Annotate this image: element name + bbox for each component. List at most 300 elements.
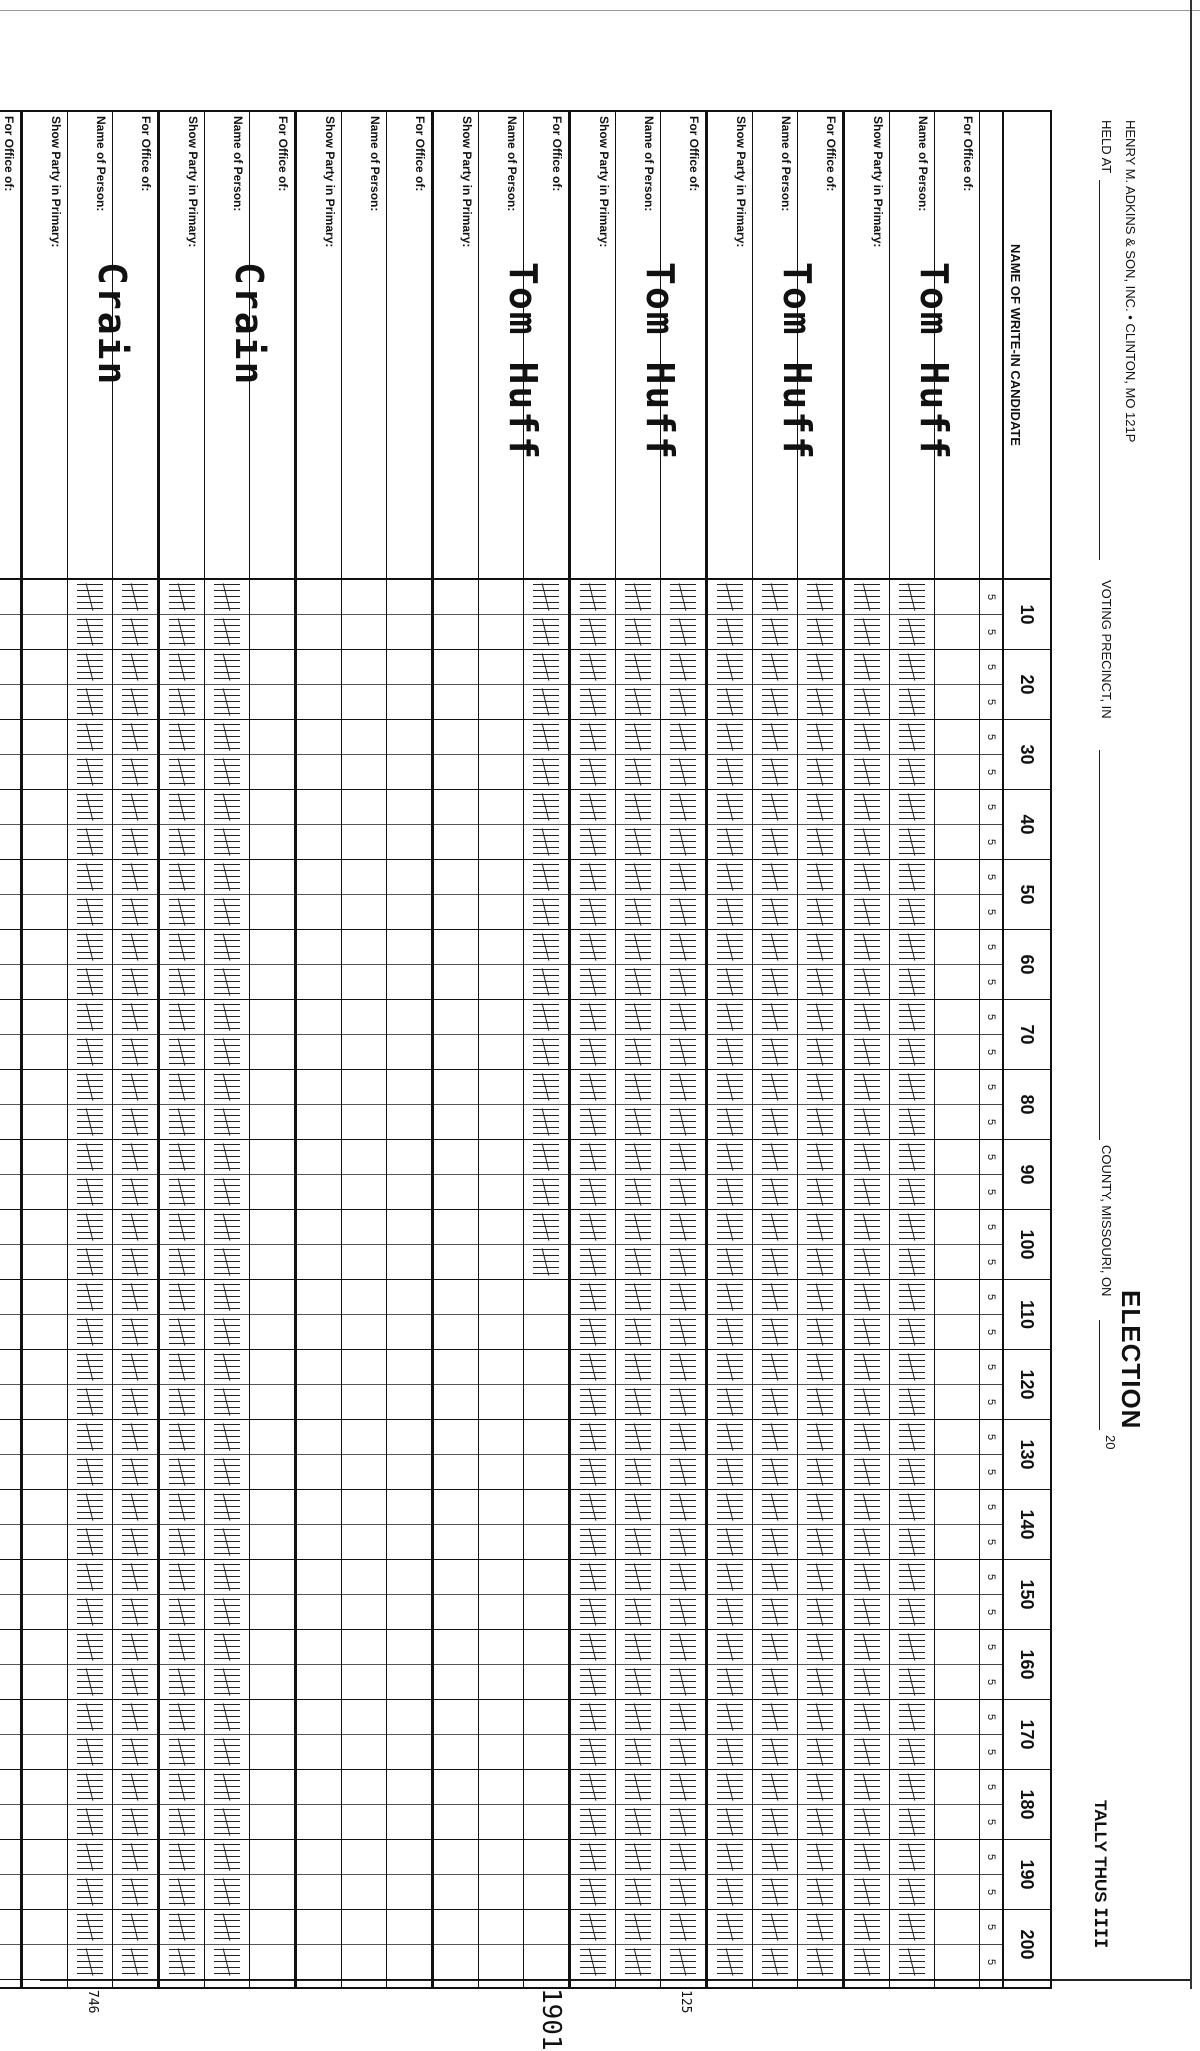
row-label: Show Party in Primary: [460,116,474,248]
tally-mark-cell [845,1140,889,1210]
write-in-name-subheader [980,112,1002,580]
column-header-60: 60 [1004,930,1050,1000]
empty-tally-cell [434,1350,478,1420]
tally-mark-cell [205,1350,249,1420]
empty-tally-cell [342,580,386,650]
empty-tally-cell [297,1490,341,1560]
empty-tally-cell [479,1770,523,1840]
tally-mark-cell [113,860,157,930]
tally-mark-cell [616,1700,660,1770]
tally-mark-cell [68,1280,112,1350]
tally-mark-cell [708,1000,752,1070]
empty-tally-cell [434,1210,478,1280]
empty-tally-cell [479,860,523,930]
empty-tally-cell [387,1280,431,1350]
row-label-cell [68,112,134,580]
empty-tally-cell [250,1700,294,1770]
empty-tally-cell [479,580,523,650]
empty-tally-cell [250,1630,294,1700]
row-total-cell [524,1980,568,2051]
five-count-label: 5 [980,580,1002,615]
tally-mark-cell [68,860,112,930]
tally-mark-cell [753,1210,797,1280]
tally-mark-cell [68,1140,112,1210]
empty-tally-cell [250,1910,294,1980]
tally-mark-cell [753,1140,797,1210]
tally-mark-cell [890,1420,934,1490]
tally-mark-cell [205,1910,249,1980]
tally-row [112,112,159,1987]
total-column-header [980,1980,1002,1987]
tally-mark-cell [68,720,112,790]
column-header-80: 80 [1004,1070,1050,1140]
tally-row [844,112,889,1987]
column-header-190: 190 [1004,1840,1050,1910]
empty-tally-cell [297,1840,341,1910]
tally-mark-cell [113,930,157,1000]
tally-mark-cell [616,1910,660,1980]
row-total-cell [342,1980,386,1987]
empty-tally-cell [387,790,431,860]
tally-mark-cell [708,1630,752,1700]
tally-mark-cell [845,1770,889,1840]
row-label-cell [205,112,271,580]
row-total-cell [479,1980,523,1987]
five-count-label: 5 [985,908,997,916]
tally-mark-cell [571,1000,615,1070]
empty-tally-cell [434,580,478,650]
empty-tally-cell [342,790,386,860]
empty-tally-cell [935,650,979,720]
column-subheader-60 [980,930,1002,1000]
empty-tally-cell [434,860,478,930]
column-header-20: 20 [1004,650,1050,720]
empty-tally-cell [479,1910,523,1980]
tally-mark-cell [160,580,204,650]
tally-mark-cell [753,1490,797,1560]
tally-mark-cell [890,1070,934,1140]
empty-tally-cell [0,860,20,930]
tally-row [204,112,271,1987]
empty-tally-cell [479,1420,523,1490]
tally-mark-cell [68,1910,112,1980]
empty-tally-cell [0,930,20,1000]
empty-tally-cell [479,790,523,860]
row-label-cell [342,112,386,580]
row-label: For Office of: [2,116,16,192]
county-label: COUNTY, MISSOURI, ON [1099,1145,1114,1297]
tally-mark-cell [798,930,842,1000]
column-header-70: 70 [1004,1000,1050,1070]
column-subheader-20 [980,650,1002,720]
tally-mark-cell [890,860,934,930]
tally-mark-cell [753,860,797,930]
empty-tally-cell [342,1840,386,1910]
tally-mark-cell [661,1210,705,1280]
empty-tally-cell [297,1630,341,1700]
row-label: For Office of: [276,116,290,192]
empty-tally-cell [23,930,67,1000]
tally-mark-cell [205,1420,249,1490]
empty-tally-cell [479,1210,523,1280]
row-total-cell [297,1980,341,1987]
tally-mark-cell [205,1840,249,1910]
empty-tally-cell [479,1140,523,1210]
tally-mark-cell [205,580,249,650]
tally-mark-cell [205,1210,249,1280]
tally-mark-cell [845,1350,889,1420]
tally-mark-cell [798,1840,842,1910]
tally-mark-cell [68,1840,112,1910]
tally-mark-cell [160,1560,204,1630]
row-total-cell [205,1980,249,1987]
tally-row [433,112,478,1987]
tally-mark-cell [708,860,752,930]
tally-mark-cell [571,930,615,1000]
tally-mark-cell [845,1700,889,1770]
tally-mark-cell [113,1070,157,1140]
tally-thus-glyph: IIII [1090,1907,1110,1949]
empty-tally-cell [479,1490,523,1560]
tally-mark-cell [798,1280,842,1350]
row-label: For Office of: [413,116,427,192]
empty-tally-cell [297,1140,341,1210]
empty-tally-cell [479,720,523,790]
empty-tally-cell [434,1140,478,1210]
tally-mark-cell [616,1140,660,1210]
five-count-label: 5 [985,1468,997,1476]
tally-mark-cell [160,720,204,790]
column-subheader-70 [980,1000,1002,1070]
empty-tally-cell [434,650,478,720]
column-subheader-120 [980,1350,1002,1420]
column-header-110: 110 [1004,1280,1050,1350]
empty-tally-cell [434,1630,478,1700]
empty-tally-cell [250,930,294,1000]
tally-mark-cell [661,1000,705,1070]
empty-tally-cell [935,1630,979,1700]
handwritten-candidate-name: Crain [90,262,134,387]
tally-mark-cell [205,1490,249,1560]
row-label: For Office of: [824,116,838,192]
five-count-label: 5 [985,1818,997,1826]
column-subheader-90 [980,1140,1002,1210]
empty-tally-cell [479,1070,523,1140]
tally-mark-cell [524,930,568,1000]
empty-tally-cell [297,1000,341,1070]
tally-mark-cell [708,720,752,790]
tally-mark-cell [661,930,705,1000]
tally-mark-cell [113,1350,157,1420]
tally-mark-cell [661,1280,705,1350]
tally-mark-cell [113,790,157,860]
row-total-cell [23,1980,67,1987]
empty-tally-cell [935,720,979,790]
tally-mark-cell [798,790,842,860]
empty-tally-cell [342,1630,386,1700]
tally-mark-cell [708,1140,752,1210]
tally-mark-cell [68,1210,112,1280]
election-title: ELECTION [1116,1290,1146,1430]
row-total-cell [0,1980,20,1987]
tally-mark-cell [753,930,797,1000]
tally-mark-cell [753,1770,797,1840]
empty-tally-cell [0,1210,20,1280]
empty-tally-cell [342,1280,386,1350]
tally-mark-cell [798,1140,842,1210]
empty-tally-cell [297,1420,341,1490]
empty-tally-cell [297,860,341,930]
row-label-cell [297,112,341,580]
empty-tally-cell [342,1070,386,1140]
five-count-label: 5 [985,768,997,776]
five-count-label: 5 [980,1560,1002,1595]
column-subheader-40 [980,790,1002,860]
empty-tally-cell [434,1420,478,1490]
tally-mark-cell [753,790,797,860]
row-label: Name of Person: [779,116,793,212]
tally-mark-cell [708,650,752,720]
tally-mark-cell [798,1560,842,1630]
five-count-label: 5 [985,1538,997,1546]
tally-mark-cell [708,1350,752,1420]
empty-tally-cell [250,1000,294,1070]
five-count-label: 5 [980,790,1002,825]
empty-tally-cell [0,790,20,860]
empty-tally-cell [935,1910,979,1980]
tally-mark-cell [890,1770,934,1840]
tally-mark-cell [661,1560,705,1630]
handwritten-total: 746 [85,1990,100,2014]
empty-tally-cell [342,860,386,930]
five-count-label: 5 [980,1420,1002,1455]
tally-mark-cell [205,650,249,720]
tally-mark-cell [205,720,249,790]
column-subheader-50 [980,860,1002,930]
empty-tally-cell [479,930,523,1000]
empty-tally-cell [0,1140,20,1210]
tally-mark-cell [798,1490,842,1560]
tally-mark-cell [113,1000,157,1070]
empty-tally-cell [23,720,67,790]
row-label-cell [0,112,20,580]
five-count-label: 5 [985,838,997,846]
tally-mark-cell [890,1280,934,1350]
empty-tally-cell [250,1070,294,1140]
tally-mark-cell [890,650,934,720]
empty-tally-cell [387,1000,431,1070]
empty-tally-cell [524,1840,568,1910]
empty-tally-cell [342,1560,386,1630]
empty-tally-cell [524,1280,568,1350]
tally-mark-cell [708,790,752,860]
empty-tally-cell [297,1560,341,1630]
tally-mark-cell [753,1840,797,1910]
tally-mark-cell [753,1000,797,1070]
row-label: Name of Person: [505,116,519,212]
tally-mark-cell [753,1280,797,1350]
tally-mark-cell [113,1910,157,1980]
empty-tally-cell [0,1770,20,1840]
empty-tally-cell [935,1070,979,1140]
tally-mark-cell [798,1910,842,1980]
five-count-label: 5 [985,1678,997,1686]
five-count-label: 5 [985,1608,997,1616]
tally-mark-cell [205,860,249,930]
empty-tally-cell [479,650,523,720]
column-subheader-10 [980,580,1002,650]
tally-mark-cell [524,1000,568,1070]
empty-tally-cell [524,1700,568,1770]
column-header-50: 50 [1004,860,1050,930]
empty-tally-cell [935,1490,979,1560]
empty-tally-cell [250,790,294,860]
tally-mark-cell [708,1770,752,1840]
empty-tally-cell [387,1630,431,1700]
tally-mark-cell [798,1000,842,1070]
column-header-140: 140 [1004,1490,1050,1560]
five-count-label: 5 [980,930,1002,965]
tally-mark-cell [160,1490,204,1560]
row-total-cell [113,1980,157,1987]
empty-tally-cell [387,1070,431,1140]
column-header-100: 100 [1004,1210,1050,1280]
tally-mark-cell [661,1630,705,1700]
empty-tally-cell [297,1280,341,1350]
row-label: Show Party in Primary: [597,116,611,248]
empty-tally-cell [342,1140,386,1210]
empty-tally-cell [387,1560,431,1630]
column-header-170: 170 [1004,1700,1050,1770]
tally-mark-cell [845,1280,889,1350]
empty-tally-cell [250,1280,294,1350]
row-label: Name of Person: [231,116,245,212]
tally-mark-cell [113,1560,157,1630]
handwritten-total: 1901 [536,1988,566,2051]
five-count-label: 5 [985,628,997,636]
empty-tally-cell [297,1770,341,1840]
row-label: Show Party in Primary: [871,116,885,248]
tally-mark-cell [68,930,112,1000]
empty-tally-cell [387,1840,431,1910]
empty-tally-cell [0,1840,20,1910]
empty-tally-cell [935,790,979,860]
empty-tally-cell [935,1000,979,1070]
empty-tally-cell [387,1140,431,1210]
tally-mark-cell [798,720,842,790]
empty-tally-cell [935,1140,979,1210]
tally-mark-cell [68,650,112,720]
empty-tally-cell [297,720,341,790]
tally-mark-cell [571,1070,615,1140]
tally-mark-cell [205,1630,249,1700]
tally-mark-cell [160,1420,204,1490]
tally-mark-cell [798,580,842,650]
tally-mark-cell [113,1280,157,1350]
tally-mark-cell [571,1910,615,1980]
tally-mark-cell [205,1000,249,1070]
five-count-label: 5 [985,1328,997,1336]
row-total-cell [845,1980,889,1987]
empty-tally-cell [250,860,294,930]
empty-tally-cell [0,1910,20,1980]
row-label-cell [845,112,889,580]
tally-sheet [0,110,1146,2051]
row-total-cell [434,1980,478,1987]
tally-mark-cell [68,1700,112,1770]
empty-tally-cell [434,790,478,860]
tally-mark-cell [68,1490,112,1560]
tally-mark-cell [113,1420,157,1490]
empty-tally-cell [297,1070,341,1140]
empty-tally-cell [387,1420,431,1490]
row-label: For Office of: [961,116,975,192]
tally-mark-cell [798,1700,842,1770]
empty-tally-cell [524,1490,568,1560]
tally-mark-cell [708,930,752,1000]
tally-mark-cell [616,1210,660,1280]
tally-mark-cell [160,860,204,930]
tally-mark-cell [890,1490,934,1560]
empty-tally-cell [250,1210,294,1280]
tally-mark-cell [661,1770,705,1840]
row-total-cell [890,1980,934,1987]
tally-mark-cell [160,1210,204,1280]
empty-tally-cell [23,860,67,930]
empty-tally-cell [23,790,67,860]
empty-tally-cell [935,1770,979,1840]
tally-mark-cell [571,1280,615,1350]
tally-mark-cell [113,1140,157,1210]
five-count-label: 5 [980,720,1002,755]
tally-mark-cell [68,1560,112,1630]
empty-tally-cell [434,1560,478,1630]
tally-mark-cell [845,1910,889,1980]
scan-top-edge [0,0,1200,11]
row-total-cell [661,1980,705,2014]
empty-tally-cell [387,1700,431,1770]
handwritten-candidate-name: Tom Huff [638,262,682,462]
tally-mark-cell [68,1770,112,1840]
tally-mark-cell [845,1000,889,1070]
tally-row [0,112,22,1987]
empty-tally-cell [524,1560,568,1630]
empty-tally-cell [387,1210,431,1280]
tally-mark-cell [571,1630,615,1700]
tally-mark-cell [113,1630,157,1700]
tally-mark-cell [113,1490,157,1560]
empty-tally-cell [935,580,979,650]
empty-tally-cell [297,1910,341,1980]
tally-mark-cell [845,1630,889,1700]
empty-tally-cell [23,1280,67,1350]
column-header-200: 200 [1004,1910,1050,1980]
empty-tally-cell [250,720,294,790]
tally-mark-cell [890,1140,934,1210]
tally-mark-cell [160,1770,204,1840]
row-total-cell [798,1980,842,1987]
five-count-label: 5 [985,978,997,986]
empty-tally-cell [342,720,386,790]
tally-mark-cell [890,1840,934,1910]
held-at-rule [1099,180,1100,560]
row-total-cell [935,1980,979,1987]
empty-tally-cell [935,1420,979,1490]
handwritten-candidate-name: Crain [227,262,271,387]
empty-tally-cell [342,1350,386,1420]
empty-tally-cell [479,1280,523,1350]
empty-tally-cell [434,1700,478,1770]
